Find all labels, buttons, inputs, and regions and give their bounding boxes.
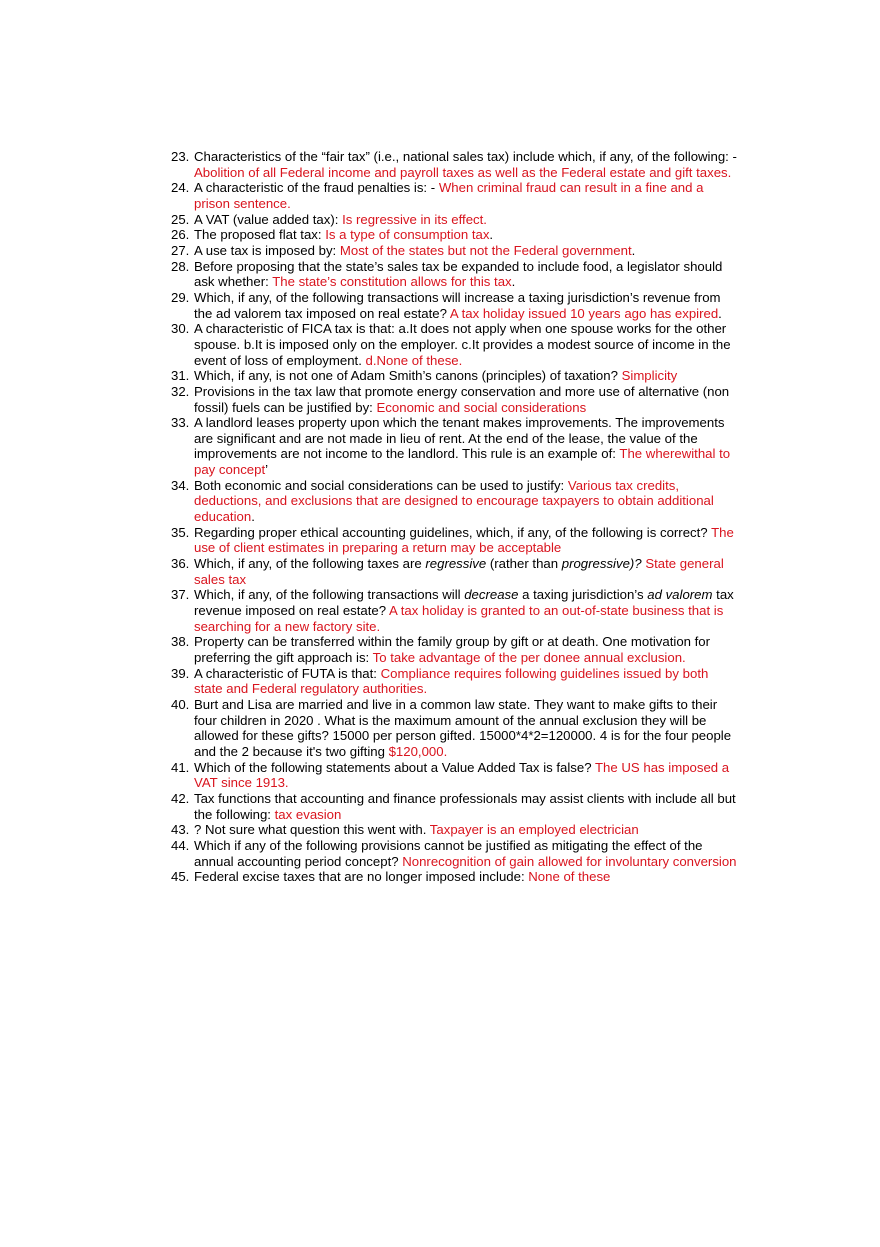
question-fragment: ’ bbox=[265, 462, 269, 478]
answer-text: State general sales tax bbox=[194, 556, 724, 587]
question-fragment: Characteristics of the “fair tax” (i.e., national sales tax) include which, if any, of the following: - bbox=[194, 149, 737, 164]
question-fragment: A characteristic of the fraud penalties is: - bbox=[194, 180, 439, 196]
italic-text: regressive bbox=[425, 556, 487, 572]
answer-text: None of these bbox=[528, 869, 611, 885]
question-fragment: . bbox=[251, 509, 255, 525]
question-item bbox=[171, 587, 737, 634]
question-item bbox=[171, 243, 737, 259]
question-fragment: Tax functions that accounting and finance professionals may assist clients with include all but the following: bbox=[194, 790, 736, 822]
question-fragment: . bbox=[718, 305, 722, 321]
question-text bbox=[194, 556, 724, 587]
italic-text: decrease bbox=[464, 587, 519, 603]
question-number: 38. bbox=[171, 634, 190, 650]
question-text bbox=[194, 869, 610, 884]
question-number: 30. bbox=[171, 321, 190, 337]
question-item bbox=[171, 697, 737, 760]
question-fragment: Both economic and social considerations can be used to justify: bbox=[194, 477, 568, 493]
question-text bbox=[194, 415, 730, 477]
question-text bbox=[194, 243, 635, 258]
question-number: 42. bbox=[171, 790, 190, 806]
question-item bbox=[171, 822, 737, 838]
answer-text: The state’s constitution allows for this tax bbox=[272, 274, 512, 290]
question-text bbox=[194, 384, 729, 415]
question-text bbox=[194, 634, 710, 665]
answer-text: To take advantage of the per donee annual exclusion. bbox=[372, 650, 686, 665]
question-item bbox=[171, 838, 737, 869]
question-item bbox=[171, 478, 737, 525]
question-item bbox=[171, 227, 737, 243]
question-number: 36. bbox=[171, 556, 190, 572]
answer-text: The US has imposed a VAT since 1913. bbox=[194, 759, 730, 791]
question-number: 39. bbox=[171, 665, 190, 681]
question-number: 27. bbox=[171, 242, 190, 258]
question-fragment: A characteristic of FICA tax is that: a.It does not apply when one spouse works for the other spouse. b.It is imposed only on the employer. c.It provides a modest source of income in the event of loss of employment. bbox=[194, 321, 731, 368]
question-text bbox=[194, 760, 729, 791]
question-text bbox=[194, 227, 493, 242]
question-number: 37. bbox=[171, 587, 190, 603]
answer-text: When criminal fraud can result in a fine and a prison sentence. bbox=[194, 180, 704, 211]
question-fragment: Which of the following statements about a Value Added Tax is false? bbox=[194, 759, 595, 775]
question-item bbox=[171, 634, 737, 665]
question-text bbox=[194, 587, 734, 633]
question-number: 31. bbox=[171, 368, 190, 384]
question-item bbox=[171, 556, 737, 587]
question-text bbox=[194, 180, 703, 211]
answer-text: Is a type of consumption tax bbox=[325, 227, 490, 243]
question-number: 41. bbox=[171, 759, 190, 775]
question-item bbox=[171, 760, 737, 791]
answer-text: A tax holiday issued 10 years ago has expired bbox=[449, 305, 719, 321]
answer-text: Nonrecognition of gain allowed for involuntary conversion bbox=[402, 853, 737, 869]
question-fragment: ? Not sure what question this went with. bbox=[194, 822, 430, 838]
answer-text: Most of the states but not the Federal government bbox=[339, 242, 632, 258]
question-text bbox=[194, 321, 731, 367]
question-number: 26. bbox=[171, 227, 190, 243]
question-fragment: (rather than bbox=[486, 556, 562, 572]
question-text bbox=[194, 149, 737, 180]
answer-text: The wherewithal to pay concept bbox=[194, 446, 731, 478]
answer-text: Various tax credits, deductions, and exclusions that are designed to encourage taxpayers to obtain additional education bbox=[194, 477, 714, 525]
question-number: 32. bbox=[171, 383, 190, 399]
question-fragment: Property can be transferred within the family group by gift or at death. One motivation for preferring the gift approach is: bbox=[194, 634, 711, 665]
question-number: 45. bbox=[171, 869, 190, 885]
question-item bbox=[171, 368, 737, 384]
question-item bbox=[171, 290, 737, 321]
question-number: 25. bbox=[171, 211, 190, 227]
question-item bbox=[171, 212, 737, 228]
answer-text: d.None of these. bbox=[365, 352, 463, 368]
question-list bbox=[171, 149, 737, 885]
question-text bbox=[194, 666, 708, 697]
question-text bbox=[194, 368, 677, 383]
question-fragment: A landlord leases property upon which the tenant makes improvements. The improvements are significant and are not made in lieu of rent. At the end of the lease, the value of the improvements are not income to the landlord. This rule is an example of: bbox=[194, 415, 725, 462]
question-text bbox=[194, 525, 734, 556]
question-text bbox=[194, 838, 737, 869]
italic-text: ad valorem bbox=[647, 587, 713, 603]
question-item bbox=[171, 525, 737, 556]
question-fragment: Burt and Lisa are married and live in a common law state. They want to make gifts to their four children in 2020 . What is the maximum amount of the annual exclusion they will be allowed for these gifts? 15000 per person gifted. 15000*4*2=120000. 4 is for the four people and the 2 because it's two gifting bbox=[194, 696, 732, 759]
answer-text: Economic and social considerations bbox=[376, 399, 587, 415]
question-fragment: Federal excise taxes that are no longer imposed include: bbox=[194, 869, 529, 885]
question-fragment: Regarding proper ethical accounting guidelines, which, if any, of the following is correct? bbox=[194, 524, 712, 540]
question-number: 35. bbox=[171, 524, 190, 540]
answer-text: Abolition of all Federal income and payroll taxes as well as the Federal estate and gift taxes. bbox=[194, 164, 732, 180]
question-item bbox=[171, 384, 737, 415]
question-fragment: Which if any of the following provisions cannot be justified as mitigating the effect of the annual accounting period concept? bbox=[194, 837, 703, 869]
question-number: 29. bbox=[171, 289, 190, 305]
question-fragment: Which, if any, of the following transactions will bbox=[194, 587, 465, 603]
answer-text: Simplicity bbox=[621, 368, 678, 384]
question-text bbox=[194, 212, 487, 227]
question-fragment: Which, if any, of the following taxes are bbox=[194, 556, 426, 572]
question-item bbox=[171, 869, 737, 885]
answer-text: tax evasion bbox=[274, 806, 342, 822]
question-fragment: tax revenue imposed on real estate? bbox=[194, 587, 734, 619]
question-number: 34. bbox=[171, 477, 190, 493]
answer-text: The use of client estimates in preparing a return may be acceptable bbox=[194, 524, 734, 556]
question-item bbox=[171, 666, 737, 697]
answer-text: A tax holiday is granted to an out-of-state business that is searching for a new factory site. bbox=[194, 603, 724, 634]
question-item bbox=[171, 149, 737, 180]
question-fragment: . bbox=[631, 242, 636, 258]
question-fragment: A VAT (value added tax): bbox=[194, 211, 343, 227]
question-number: 24. bbox=[171, 180, 190, 196]
question-item bbox=[171, 180, 737, 211]
question-fragment: Provisions in the tax law that promote energy conservation and more use of alternative (non fossil) fuels can be justified by: bbox=[194, 383, 730, 415]
question-number: 44. bbox=[171, 837, 190, 853]
question-number: 43. bbox=[171, 822, 190, 838]
question-text bbox=[194, 822, 639, 837]
question-item bbox=[171, 415, 737, 478]
answer-text: Compliance requires following guidelines issued by both state and Federal regulatory authorities. bbox=[194, 665, 709, 697]
question-item bbox=[171, 791, 737, 822]
question-number: 28. bbox=[171, 258, 190, 274]
question-text bbox=[194, 478, 714, 524]
question-text bbox=[194, 697, 731, 759]
answer-text: $120,000. bbox=[388, 743, 448, 759]
question-number: 40. bbox=[171, 696, 190, 712]
question-item bbox=[171, 259, 737, 290]
question-fragment: Which, if any, is not one of Adam Smith’s canons (principles) of taxation? bbox=[194, 368, 622, 384]
question-text bbox=[194, 259, 722, 290]
answer-text: Is regressive in its effect. bbox=[342, 211, 487, 227]
question-fragment: Which, if any, of the following transactions will increase a taxing jurisdiction’s revenue from the ad valorem tax imposed on real estate? bbox=[194, 289, 721, 321]
answer-text: Taxpayer is an employed electrician bbox=[429, 822, 639, 838]
question-item bbox=[171, 321, 737, 368]
question-fragment: . bbox=[489, 227, 494, 243]
question-text bbox=[194, 290, 722, 321]
question-fragment: a taxing jurisdiction’s bbox=[518, 587, 648, 603]
question-text bbox=[194, 791, 736, 822]
question-fragment: . bbox=[511, 274, 516, 290]
question-fragment: Before proposing that the state’s sales tax be expanded to include food, a legislator should ask whether: bbox=[194, 258, 723, 290]
italic-text: progressive)? bbox=[561, 556, 642, 572]
question-fragment: A characteristic of FUTA is that: bbox=[194, 665, 381, 681]
question-number: 23. bbox=[171, 149, 190, 164]
question-number: 33. bbox=[171, 415, 190, 431]
question-fragment: The proposed flat tax: bbox=[194, 227, 326, 243]
question-fragment: A use tax is imposed by: bbox=[194, 242, 340, 258]
